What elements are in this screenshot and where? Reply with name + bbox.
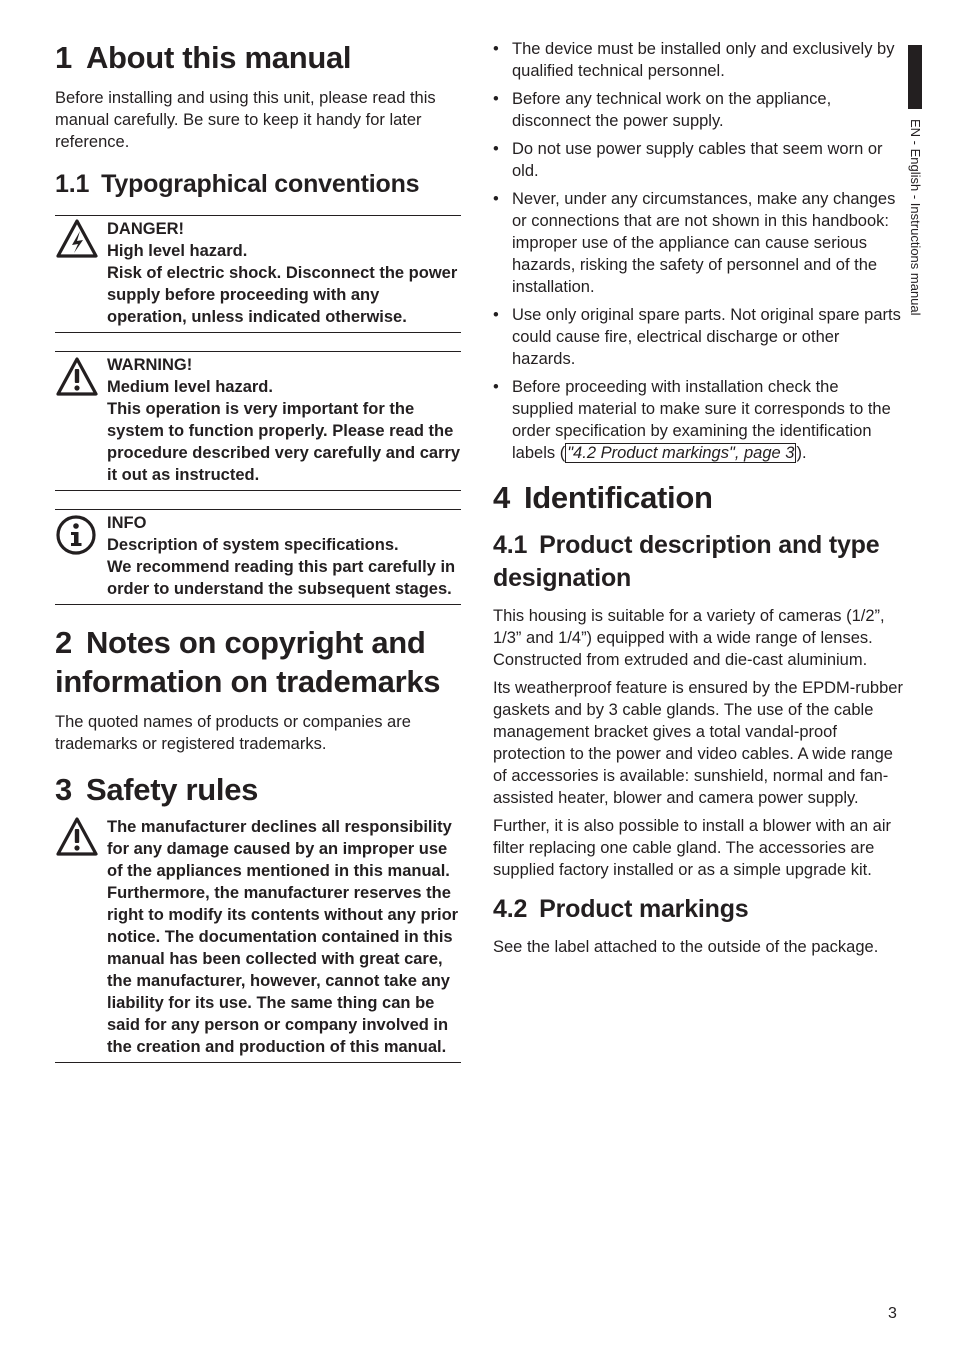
info-notice bbox=[55, 509, 461, 605]
info-description: We recommend reading this part carefully in order to understand the subsequent stages. bbox=[107, 558, 456, 598]
safety-notice-text: The manufacturer declines all responsibility for any damage caused by an improper use of the appliances mentioned in this manual. Furthermore, the manufacturer reserves the right to modify its contents without any prior notice. The documentation contained in this manual has been collected with great care, the manufacturer, however, cannot take any liability for its use. The same thing can be said for any person or company involved in the creation and production of this manual. bbox=[107, 818, 459, 1056]
warning-level: Medium level hazard. bbox=[107, 378, 273, 396]
section-2-body: The quoted names of products or companies are trademarks or registered trademarks. bbox=[55, 713, 411, 753]
section-4-1-heading: 4.1 Product description and type designation bbox=[493, 531, 880, 592]
product-description-paragraph: Further, it is also possible to install a blower with an air filter replacing one cable gland. The accessories are supplied factory installed or as a simple upgrade kit. bbox=[493, 817, 892, 879]
info-icon bbox=[55, 514, 99, 556]
section-2-heading: 2 Notes on copyright and information on trademarks bbox=[55, 625, 441, 699]
danger-title: DANGER! bbox=[107, 220, 184, 238]
list-item: • Never, under any circumstances, make any changes or connections that are not shown in this handbook: improper use of the appliance can cause serious hazards, risking the safety of personnel and of the installation. bbox=[493, 190, 896, 296]
section-3-heading: 3 Safety rules bbox=[55, 772, 259, 807]
section-1-heading: 1 About this manual bbox=[55, 40, 352, 75]
list-item: • Before any technical work on the appliance, disconnect the power supply. bbox=[493, 90, 832, 130]
electric-hazard-icon bbox=[55, 218, 99, 260]
list-item: • Do not use power supply cables that seem worn or old. bbox=[493, 140, 883, 180]
info-level: Description of system specifications. bbox=[107, 536, 399, 554]
safety-bullet-list bbox=[493, 38, 903, 464]
section-1-1-heading: 1.1 Typographical conventions bbox=[55, 170, 420, 198]
warning-title: WARNING! bbox=[107, 356, 193, 374]
warning-icon bbox=[55, 356, 99, 398]
section-4-2-heading: 4.2 Product markings bbox=[493, 895, 749, 923]
section-1-body: Before installing and using this unit, please read this manual carefully. Be sure to keep it handy for later reference. bbox=[55, 89, 436, 151]
warning-icon bbox=[55, 816, 99, 858]
page-number: 3 bbox=[888, 1305, 897, 1322]
safety-notice bbox=[55, 816, 461, 1063]
list-item: • Before proceeding with installation check the supplied material to make sure it corresponds to the order specification by examining the identification labels ( "4.2 Product markings", page 3 ). bbox=[493, 378, 891, 462]
product-markings-link[interactable]: "4.2 Product markings", page 3 bbox=[567, 444, 795, 462]
list-item: • The device must be installed only and exclusively by qualified technical personnel. bbox=[493, 40, 895, 80]
product-description-paragraph: This housing is suitable for a variety of cameras (1/2”, 1/3” and 1/4”) equipped with a wide range of lenses. Constructed from extruded and die-cast aluminium. bbox=[493, 607, 885, 669]
product-description-paragraph: Its weatherproof feature is ensured by the EPDM-rubber gaskets and by 3 cable glands. The use of the cable management bracket gives a total vandal-proof protection to the power and video cables. A wide range of accessories is available: sunshield, normal and fan-assisted heater, blower and camera power supply. bbox=[493, 679, 903, 807]
danger-level: High level hazard. bbox=[107, 242, 248, 260]
right-column bbox=[493, 38, 903, 958]
section-4-2-body: See the label attached to the outside of the package. bbox=[493, 938, 879, 956]
left-column bbox=[55, 38, 461, 1063]
list-item: • Use only original spare parts. Not original spare parts could cause fire, electrical discharge or other hazards. bbox=[493, 306, 901, 368]
danger-description: Risk of electric shock. Disconnect the power supply before proceeding with any operation, unless indicated otherwise. bbox=[107, 264, 458, 326]
info-title: INFO bbox=[107, 514, 147, 532]
section-4-heading: 4 Identification bbox=[493, 480, 713, 515]
warning-notice bbox=[55, 351, 461, 491]
language-tab-label: EN - English - Instructions manual bbox=[908, 119, 923, 316]
language-tab-marker bbox=[908, 45, 922, 109]
warning-description: This operation is very important for the system to function properly. Please read the procedure described very carefully and carry it out as instructed. bbox=[107, 400, 461, 484]
danger-notice bbox=[55, 215, 461, 333]
